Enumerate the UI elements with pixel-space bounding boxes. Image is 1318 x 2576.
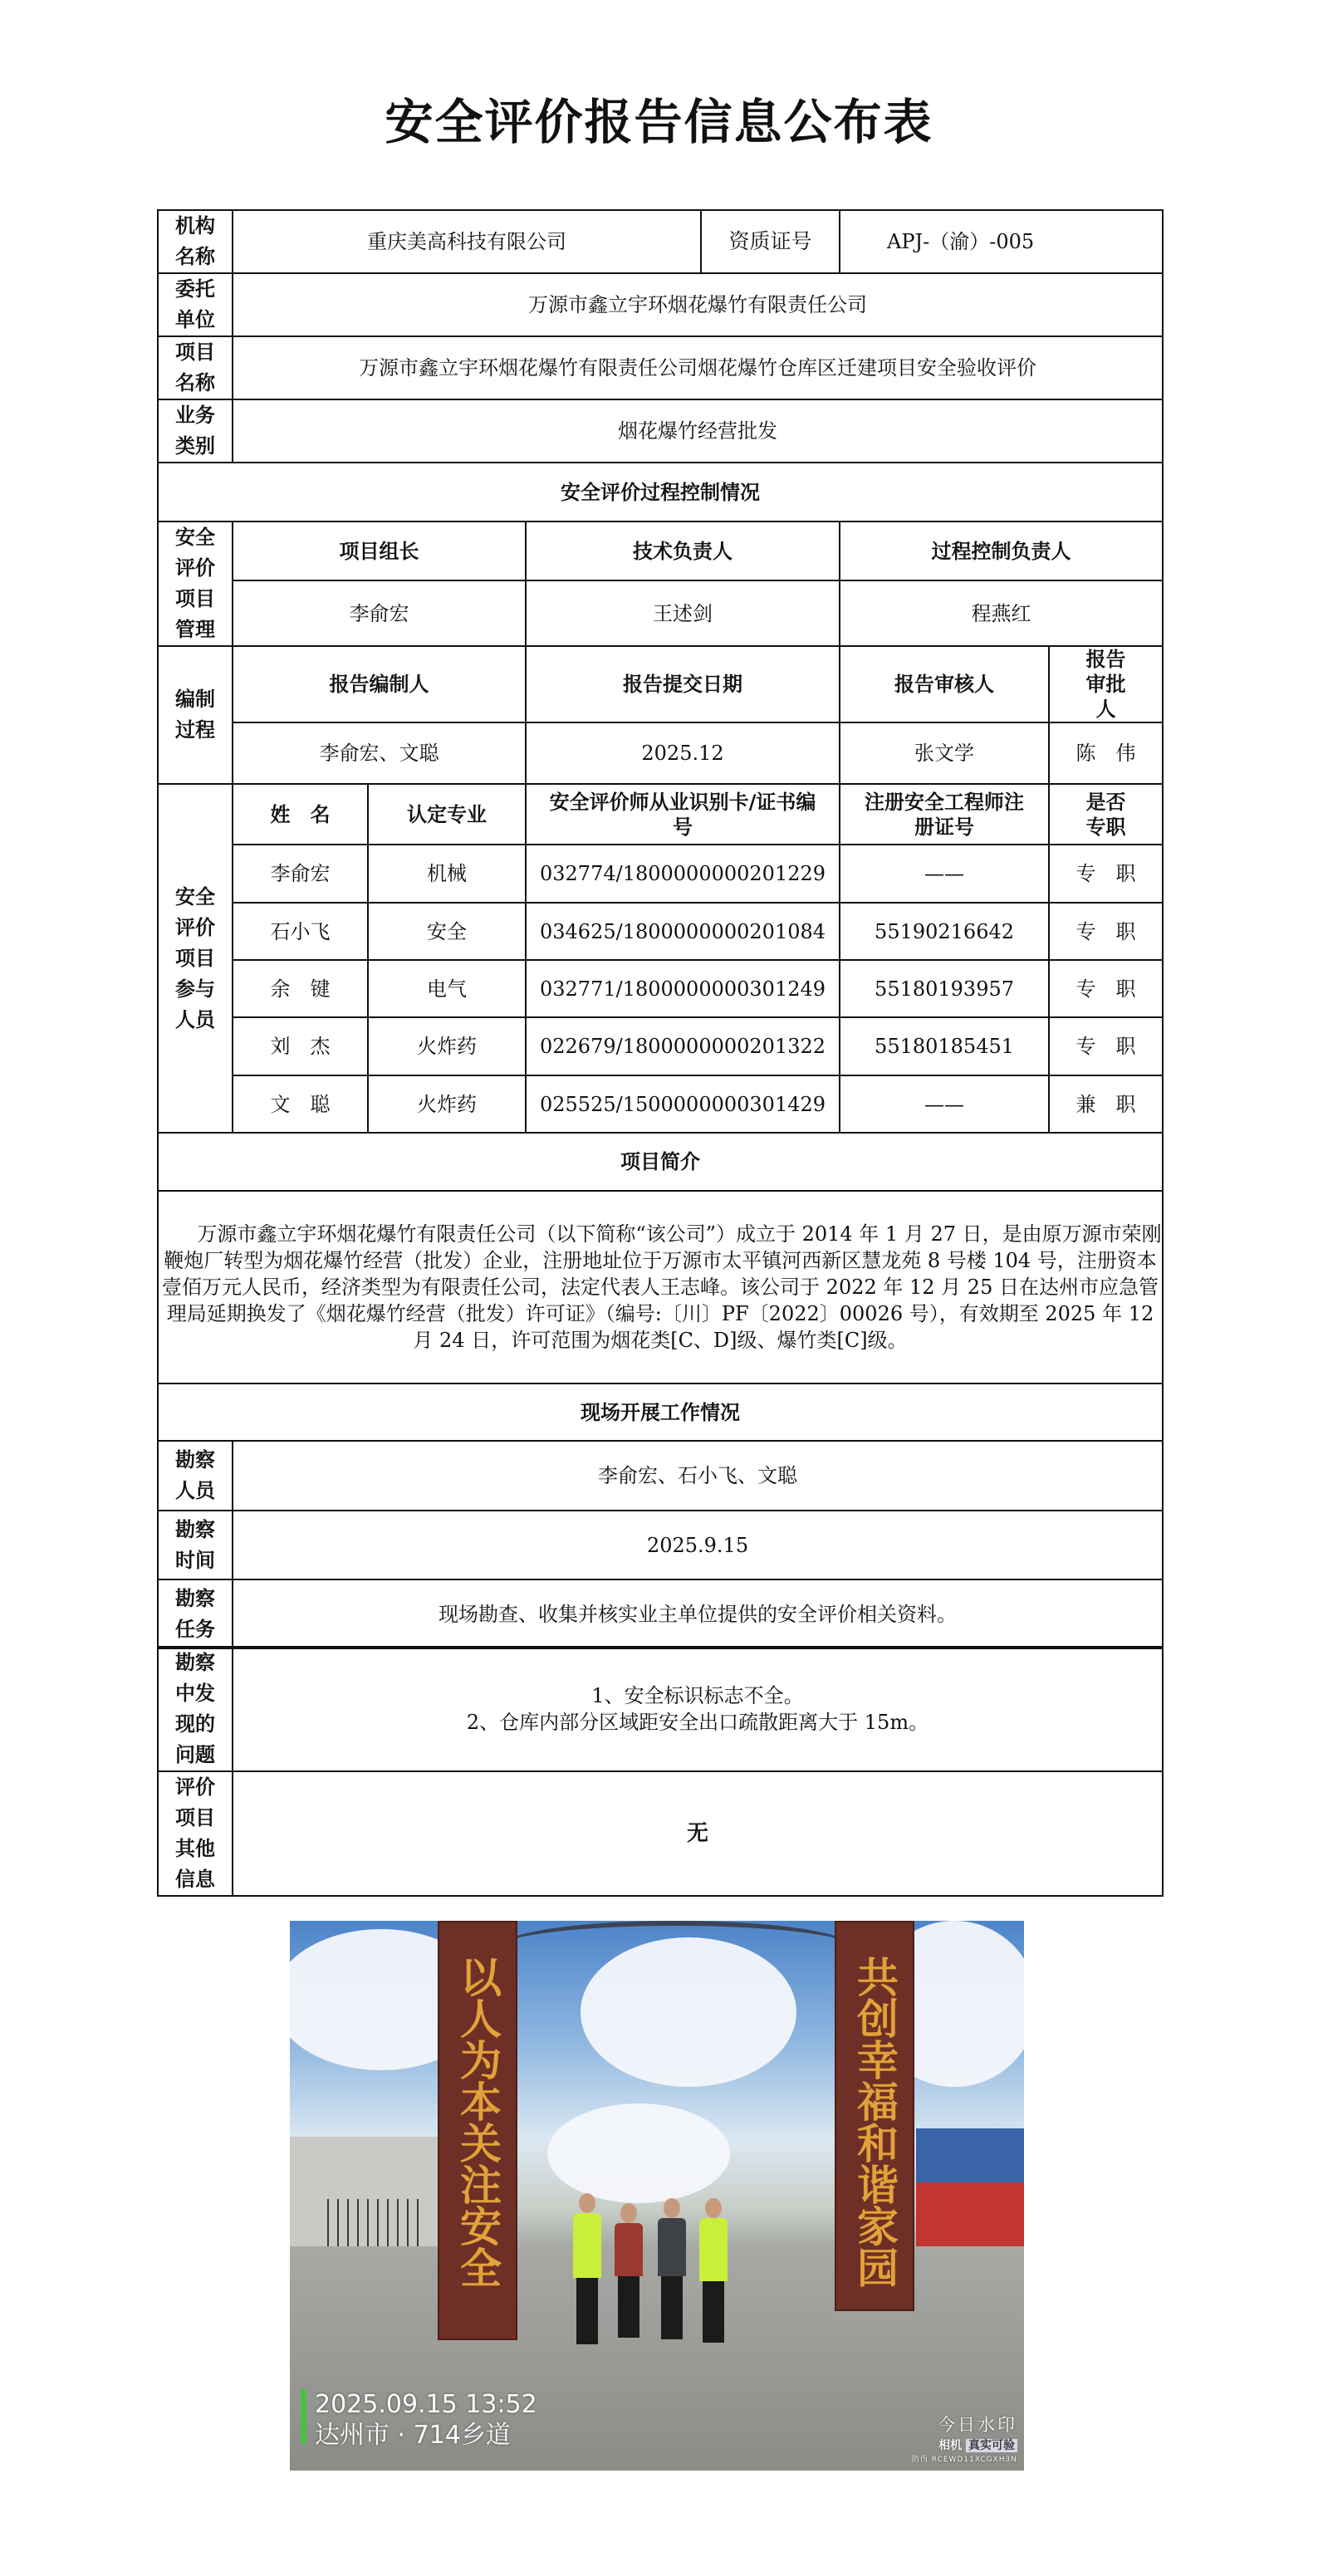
intro-section-row <box>158 1133 1163 1191</box>
mgmt-header-tech: 技术负责人 <box>526 522 840 580</box>
watermark-sub-prefix: 相机 <box>938 2439 963 2452</box>
participants-header-fulltime: 是否专职 <box>1049 784 1163 845</box>
compile-value-date: 2025.12 <box>526 722 840 784</box>
cert-value: APJ-（渝）-005 <box>840 210 1163 273</box>
participant-row <box>158 845 1163 903</box>
biz-value: 烟花爆竹经营批发 <box>233 399 1163 463</box>
participant-reg: 55180193957 <box>840 960 1049 1017</box>
participant-fulltime: 专 职 <box>1049 1017 1163 1075</box>
participants-header-reg: 注册安全工程师注册证号 <box>840 784 1049 845</box>
participant-card: 025525/1500000000301429 <box>526 1075 840 1133</box>
participants-header-major: 认定专业 <box>368 784 526 845</box>
process-section-row <box>158 463 1163 522</box>
site-time-label: 勘察时间 <box>158 1511 233 1579</box>
biz-row <box>158 399 1163 463</box>
site-staff-row <box>158 1441 1163 1511</box>
participant-row <box>158 1075 1163 1133</box>
site-task-row <box>158 1579 1163 1648</box>
page-title: 安全评价报告信息公布表 <box>385 94 933 150</box>
org-row <box>158 210 1163 273</box>
participant-reg: —— <box>840 845 1049 903</box>
other-value: 无 <box>233 1771 1163 1896</box>
participant-reg: 55180185451 <box>840 1017 1049 1075</box>
project-value: 万源市鑫立宇环烟花爆竹有限责任公司烟花爆竹仓库区迁建项目安全验收评价 <box>233 336 1163 399</box>
mgmt-header-control: 过程控制负责人 <box>840 522 1163 580</box>
client-value: 万源市鑫立宇环烟花爆竹有限责任公司 <box>233 273 1163 336</box>
participants-header-card: 安全评价师从业识别卡/证书编号 <box>526 784 840 845</box>
participants-label: 安全评价项目参与人员 <box>158 784 233 1133</box>
project-label: 项目名称 <box>158 336 233 399</box>
watermark <box>912 2412 1017 2464</box>
gate-arch <box>497 1921 855 1976</box>
mgmt-value-leader: 李俞宏 <box>233 580 526 646</box>
issue-item: 1、安全标识标志不全。 <box>591 1684 804 1707</box>
issue-item: 2、仓库内部分区域距安全出口疏散距离大于 15m。 <box>466 1711 929 1734</box>
issues-list <box>233 1647 1163 1771</box>
compile-value-reviewer: 张文学 <box>840 722 1049 784</box>
org-value: 重庆美高科技有限公司 <box>233 210 701 273</box>
client-label: 委托单位 <box>158 273 233 336</box>
participant-row <box>158 1017 1163 1075</box>
other-row <box>158 1771 1163 1896</box>
intro-text: 万源市鑫立宇环烟花爆竹有限责任公司（以下简称“该公司”）成立于 2014 年 1 月 27 日，是由原万源市荣刚鞭炮厂转型为烟花爆竹经营（批发）企业，注册地址位于万源市太平镇河西新区慧龙苑 8 号楼 104 号，注册资本壹佰万元人民币，经济类型为有限责任公司，法定代表人王志峰。该公司于 2022 年 12 月 25 日在达州市应急管理局延期换发了《烟花爆竹经营（批发）许可证》（编号:〔川〕PF〔2022〕00026 号），有效期至 2025 年 12 月 24 日，许可范围为烟花类[C、D]级、爆竹类[C]级。 <box>158 1191 1163 1383</box>
site-time-row <box>158 1511 1163 1579</box>
mgmt-header-row <box>158 522 1163 580</box>
participant-card: 032771/1800000000301249 <box>526 960 840 1017</box>
site-task-label: 勘察任务 <box>158 1579 233 1648</box>
compile-label: 编制过程 <box>158 646 233 784</box>
compile-header-row <box>158 646 1163 722</box>
participant-card: 032774/1800000000201229 <box>526 845 840 903</box>
participant-reg: 55190216642 <box>840 903 1049 960</box>
biz-label: 业务类别 <box>158 399 233 463</box>
left-pillar <box>438 1921 517 2340</box>
participant-card: 034625/1800000000201084 <box>526 903 840 960</box>
issues-row <box>158 1647 1163 1771</box>
participant-reg: —— <box>840 1075 1049 1133</box>
compile-value-approver: 陈 伟 <box>1049 722 1163 784</box>
participant-name: 刘 杰 <box>233 1017 368 1075</box>
site-section-row <box>158 1383 1163 1441</box>
watermark-code: 防伪 RCEWD11XCGXH3N <box>911 2456 1017 2464</box>
mgmt-value-row <box>158 580 1163 646</box>
mgmt-label: 安全评价项目管理 <box>158 522 233 646</box>
client-row <box>158 273 1163 336</box>
participant-fulltime: 兼 职 <box>1049 1075 1163 1133</box>
mgmt-value-control: 程燕红 <box>840 580 1163 646</box>
photo-timestamp: 2025.09.15 13:52 <box>315 2390 537 2419</box>
site-task-value: 现场勘查、收集并核实业主单位提供的安全评价相关资料。 <box>233 1579 1163 1648</box>
compile-header-date: 报告提交日期 <box>526 646 840 722</box>
participant-name: 文 聪 <box>233 1075 368 1133</box>
issues-label: 勘察中发现的问题 <box>158 1647 233 1771</box>
org-label: 机构名称 <box>158 210 233 273</box>
participants-header-name: 姓 名 <box>233 784 368 845</box>
compile-header-approver: 报告审批人 <box>1049 646 1163 722</box>
participant-card: 022679/1800000000201322 <box>526 1017 840 1075</box>
process-section-title: 安全评价过程控制情况 <box>158 463 1163 522</box>
other-label: 评价项目其他信息 <box>158 1771 233 1896</box>
watermark-title: 今日水印 <box>938 2415 1017 2435</box>
timestamp-bar <box>301 2389 306 2444</box>
participant-major: 安全 <box>368 903 526 960</box>
watermark-badge: 真实可验 <box>966 2439 1017 2452</box>
participant-fulltime: 专 职 <box>1049 960 1163 1017</box>
participant-major: 机械 <box>368 845 526 903</box>
participant-name: 石小飞 <box>233 903 368 960</box>
intro-row <box>158 1191 1163 1383</box>
participant-row <box>158 903 1163 960</box>
participant-major: 电气 <box>368 960 526 1017</box>
cert-label: 资质证号 <box>701 210 840 273</box>
left-pillar-slogan: 以人为本关注安全 <box>453 1956 502 2288</box>
project-row <box>158 336 1163 399</box>
participant-fulltime: 专 职 <box>1049 845 1163 903</box>
right-pillar <box>835 1921 914 2311</box>
participant-name: 余 键 <box>233 960 368 1017</box>
participant-major: 火炸药 <box>368 1075 526 1133</box>
cloud <box>547 2103 730 2203</box>
participant-row <box>158 960 1163 1017</box>
site-section-title: 现场开展工作情况 <box>158 1383 1163 1441</box>
mgmt-header-leader: 项目组长 <box>233 522 526 580</box>
compile-value-row <box>158 722 1163 784</box>
participant-fulltime: 专 职 <box>1049 903 1163 960</box>
compile-value-author: 李俞宏、文聪 <box>233 722 526 784</box>
site-staff-label: 勘察人员 <box>158 1441 233 1511</box>
info-table <box>157 209 1164 1649</box>
right-pillar-slogan: 共创幸福和谐家园 <box>850 1956 899 2288</box>
compile-header-author: 报告编制人 <box>233 646 526 722</box>
site-photo <box>290 1921 1024 2471</box>
findings-table <box>157 1646 1164 1897</box>
compile-header-reviewer: 报告审核人 <box>840 646 1049 722</box>
mgmt-value-tech: 王述剑 <box>526 580 840 646</box>
site-time-value: 2025.9.15 <box>233 1511 1163 1579</box>
site-staff-value: 李俞宏、石小飞、文聪 <box>233 1441 1163 1511</box>
participant-major: 火炸药 <box>368 1017 526 1075</box>
watermark-sub <box>912 2436 1017 2453</box>
photo-location: 达州市 · 714乡道 <box>315 2421 511 2450</box>
intro-section-title: 项目简介 <box>158 1133 1163 1191</box>
participant-name: 李俞宏 <box>233 845 368 903</box>
participants-header-row <box>158 784 1163 845</box>
